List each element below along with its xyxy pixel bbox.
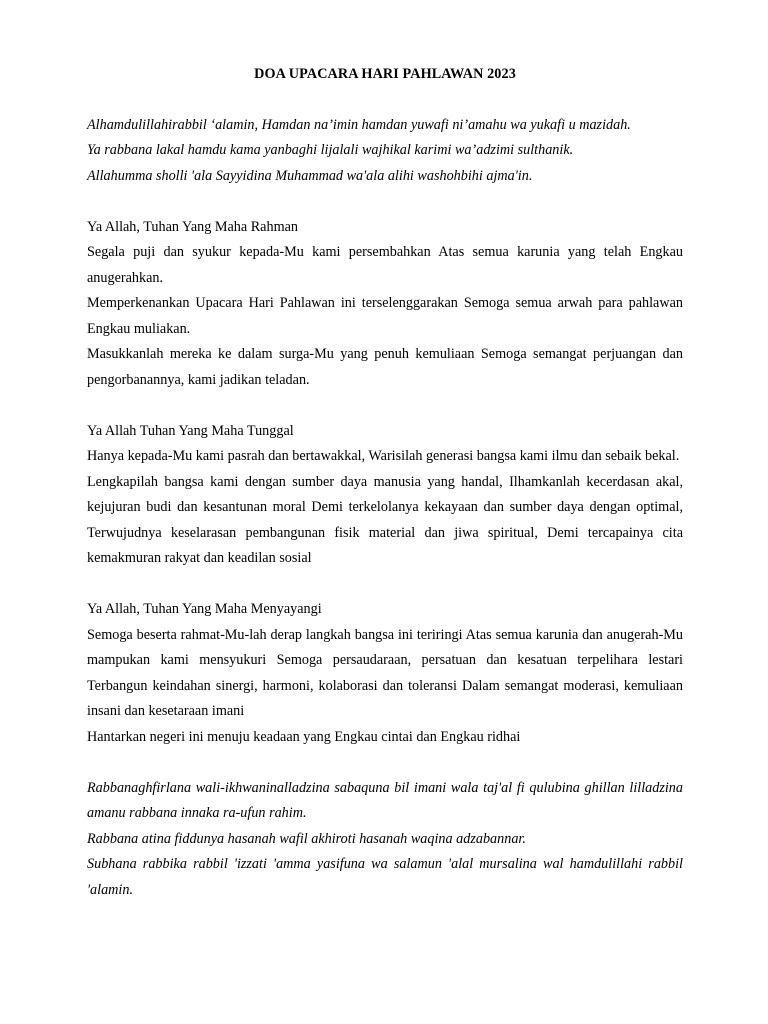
closing-line: Rabbanaghfirlana wali-ikhwaninalladzina sabaquna bil imani wala taj'al fi qulubina ghillan lilladzina amanu rabbana innaka ra-ufun rahim. [87, 779, 683, 821]
section-paragraph: Hantarkan negeri ini menuju keadaan yang Engkau cintai dan Engkau ridhai [87, 728, 521, 745]
section-heading: Ya Allah Tuhan Yang Maha Tunggal [87, 422, 294, 439]
section-paragraph: Masukkanlah mereka ke dalam surga-Mu yang penuh kemuliaan Semoga semangat perjuangan dan pengorbanannya, kami jadikan teladan. [87, 346, 683, 388]
document-page [87, 62, 683, 929]
section-paragraph: Lengkapilah bangsa kami dengan sumber daya manusia yang handal, Ilhamkanlah kecerdasan akal, kejujuran budi dan kesantunan moral Demi terkelolanya kekayaan dan sumber daya dengan optimal, Terwujudnya keselarasan pembangunan fisik material dan jiwa spiritual, Demi tercapainya cita kemakmuran rakyat dan keadilan sosial [87, 473, 683, 566]
document-title: DOA UPACARA HARI PAHLAWAN 2023 [254, 66, 516, 82]
opening-line: Alhamdulillahirabbil ‘alamin, Hamdan na’imin hamdan yuwafi ni’amahu wa yukafi u mazidah. [87, 116, 631, 133]
section-paragraph: Segala puji dan syukur kepada-Mu kami persembahkan Atas semua karunia yang telah Engkau anugerahkan. [87, 244, 683, 286]
closing-line: Subhana rabbika rabbil 'izzati 'amma yasifuna wa salamun 'alal mursalina wal hamdulillahi rabbil 'alamin. [87, 856, 683, 898]
closing-line: Rabbana atina fiddunya hasanah wafil akhiroti hasanah waqina adzabannar. [87, 830, 526, 847]
section-paragraph: Semoga beserta rahmat-Mu-lah derap langkah bangsa ini teriringi Atas semua karunia dan anugerah-Mu mampukan kami mensyukuri Semoga persaudaraan, persatuan dan kesatuan terpelihara lestari Terbangun keindahan sinergi, harmoni, kolaborasi dan toleransi Dalam semangat moderasi, kemuliaan insani dan kesetaraan imani [87, 626, 683, 719]
opening-line: Allahumma sholli 'ala Sayyidina Muhammad wa'ala alihi washohbihi ajma'in. [87, 167, 533, 184]
section-rahman [87, 215, 683, 394]
section-menyayangi [87, 597, 683, 750]
section-paragraph: Hanya kepada-Mu kami pasrah dan bertawakkal, Warisilah generasi bangsa kami ilmu dan sebaik bekal. [87, 448, 680, 464]
section-paragraph: Memperkenankan Upacara Hari Pahlawan ini terselenggarakan Semoga semua arwah para pahlawan Engkau muliakan. [87, 295, 683, 337]
section-heading: Ya Allah, Tuhan Yang Maha Menyayangi [87, 601, 322, 617]
closing-prayer [87, 776, 683, 904]
section-heading: Ya Allah, Tuhan Yang Maha Rahman [87, 218, 298, 235]
section-tunggal [87, 419, 683, 572]
opening-line: Ya rabbana lakal hamdu kama yanbaghi lijalali wajhikal karimi wa’adzimi sulthanik. [87, 142, 574, 158]
opening-prayer [87, 113, 683, 190]
